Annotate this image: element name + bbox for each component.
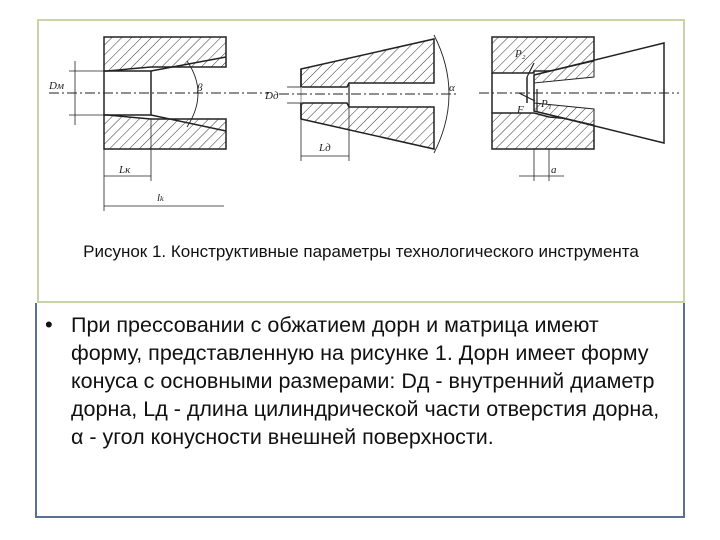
- a-small-label: a: [551, 164, 557, 176]
- f-label: F: [517, 104, 524, 116]
- text-frame: [35, 303, 685, 518]
- assembly-drawing: [479, 37, 679, 181]
- mandrel-drawing: [264, 35, 459, 161]
- beta-label: β: [197, 82, 203, 94]
- figure-caption: Рисунок 1. Конструктивные параметры технологического инструмента: [83, 242, 639, 261]
- p-top-label: P₂: [515, 48, 526, 60]
- die-drawing: [48, 37, 269, 211]
- figure-frame: [37, 19, 685, 303]
- l-mandrel-label: Lд: [319, 142, 331, 154]
- d-mandrel-label: Dд: [265, 90, 279, 102]
- l-small-label: Lк: [119, 164, 131, 176]
- p-right-label: P₁: [541, 98, 552, 110]
- d-left-label: Dм: [49, 80, 64, 92]
- technical-drawing: [39, 21, 683, 236]
- alpha-label: α: [449, 82, 455, 94]
- l-total-label: lₖ: [157, 192, 165, 204]
- bullet-paragraph: При прессовании с обжатием дорн и матрица имеют форму, представленную на рисунке 1. Дорн имеет форму конуса с основными размерами: Dд - внутренний диаметр дорна, Lд - длина цилиндрической части отверстия дорна, α - угол конусности внешней поверхности.: [71, 313, 660, 449]
- bullet-item: [45, 311, 675, 451]
- bullet-marker: •: [45, 312, 53, 337]
